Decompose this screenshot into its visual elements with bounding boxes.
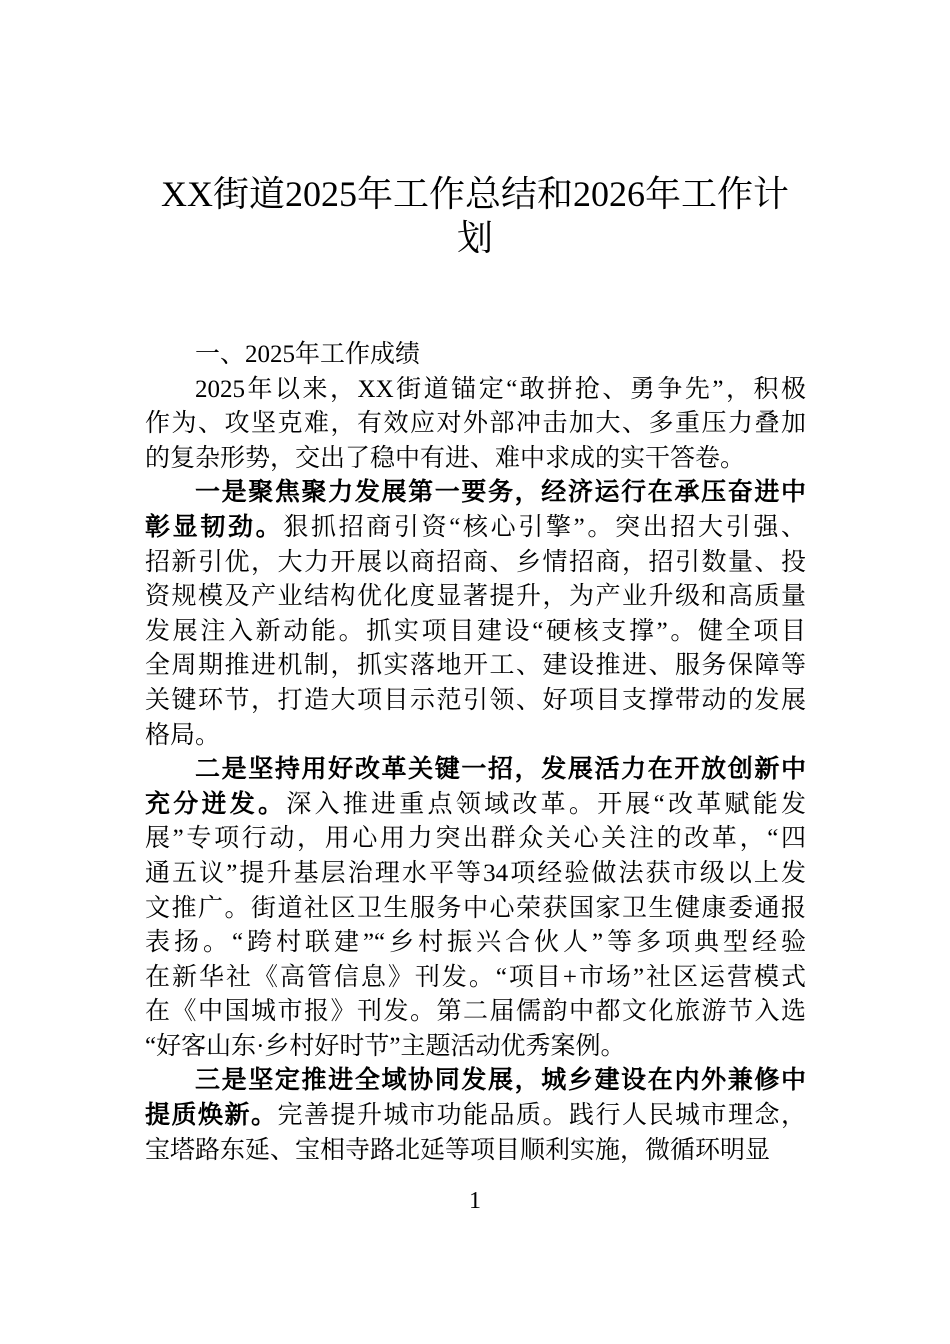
paragraph <box>145 476 806 753</box>
text-line <box>145 995 806 1030</box>
text-line <box>145 892 806 927</box>
text-line <box>145 442 806 477</box>
title-line-2: 划 <box>456 218 493 258</box>
body-text: 宝塔路东延、宝相寺路北延等项目顺利实施，微循环明显 <box>145 1136 771 1164</box>
body-text: 表扬。“跨村联建”“乡村振兴合伙人”等多项典型经验 <box>145 929 806 957</box>
text-line <box>145 407 806 442</box>
text-line <box>145 373 806 408</box>
body-text: 一、2025年工作成绩 <box>195 341 421 368</box>
text-line <box>145 511 806 546</box>
paragraph <box>145 1064 806 1168</box>
text-line <box>145 1099 806 1134</box>
body-text: 招新引优，大力开展以商招商、乡情招商，招引数量、投 <box>145 548 806 576</box>
text-line <box>145 615 806 650</box>
body-text: 狠抓招商引资“核心引擎”。突出招大引强、 <box>283 513 806 541</box>
bold-lead-text: 三是坚定推进全域协同发展，城乡建设在内外兼修中 <box>195 1067 806 1095</box>
paragraph <box>145 373 806 477</box>
body-text: 展”专项行动，用心用力突出群众关心关注的改革，“四 <box>145 825 806 853</box>
body-text: 发展注入新动能。抓实项目建设“硬核支撑”。健全项目 <box>145 617 806 645</box>
body-text: 资规模及产业结构优化度显著提升，为产业升级和高质量 <box>145 583 806 611</box>
body-text: 关键环节，打造大项目示范引领、好项目支撑带动的发展 <box>145 686 806 714</box>
bold-lead-text: 一是聚焦聚力发展第一要务，经济运行在承压奋进中 <box>195 479 806 507</box>
body-text: 文推广。街道社区卫生服务中心荣获国家卫生健康委通报 <box>145 894 806 922</box>
body-text: 在《中国城市报》刊发。第二届儒韵中都文化旅游节入选 <box>145 998 806 1026</box>
text-line <box>145 1134 806 1169</box>
text-line <box>145 753 806 788</box>
body-text: “好客山东·乡村好时节”主题活动优秀案例。 <box>145 1032 626 1060</box>
body-text: 2025年以来，XX街道锚定“敢拼抢、勇争先”，积极 <box>195 375 806 403</box>
page-number: 1 <box>469 1188 481 1214</box>
text-line <box>145 719 806 754</box>
text-line <box>145 338 806 373</box>
document-body <box>145 338 806 1168</box>
bold-lead-text: 彰显韧劲。 <box>145 513 284 541</box>
text-line <box>145 649 806 684</box>
text-line <box>145 1030 806 1065</box>
bold-lead-text: 充分迸发。 <box>145 790 287 818</box>
text-line <box>145 788 806 823</box>
body-text: 全周期推进机制，抓实落地开工、建设推进、服务保障等 <box>145 652 806 680</box>
body-text: 在新华社《高管信息》刊发。“项目+市场”社区运营模式 <box>145 963 806 991</box>
body-text: 通五议”提升基层治理水平等34项经验做法获市级以上发 <box>145 859 806 887</box>
document-title <box>100 172 850 260</box>
text-line <box>145 857 806 892</box>
section-heading <box>145 338 806 373</box>
text-line <box>145 961 806 996</box>
body-text: 的复杂形势，交出了稳中有进、难中求成的实干答卷。 <box>145 444 746 472</box>
paragraph <box>145 753 806 1064</box>
text-line <box>145 1064 806 1099</box>
text-line <box>145 546 806 581</box>
text-line <box>145 926 806 961</box>
body-text: 深入推进重点领域改革。开展“改革赋能发 <box>286 790 806 818</box>
text-line <box>145 580 806 615</box>
title-line-1: XX街道2025年工作总结和2026年工作计 <box>161 174 789 214</box>
bold-lead-text: 提质焕新。 <box>145 1102 278 1130</box>
body-text: 作为、攻坚克难，有效应对外部冲击加大、多重压力叠加 <box>145 410 806 438</box>
text-line <box>145 684 806 719</box>
bold-lead-text: 二是坚持用好改革关键一招，发展活力在开放创新中 <box>195 756 806 784</box>
body-text: 完善提升城市功能品质。践行人民城市理念， <box>277 1102 806 1130</box>
text-line <box>145 476 806 511</box>
text-line <box>145 822 806 857</box>
body-text: 格局。 <box>145 721 221 749</box>
